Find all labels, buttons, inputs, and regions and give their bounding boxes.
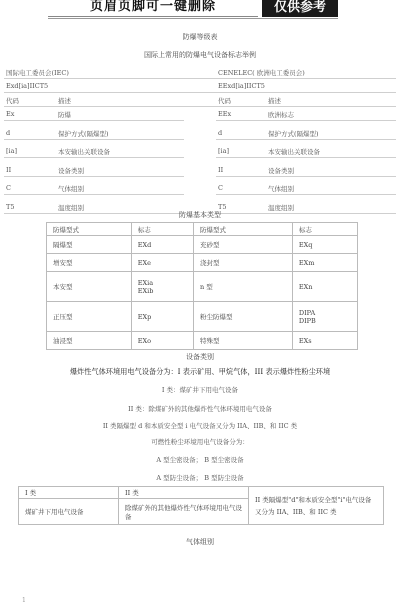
category-table — [18, 486, 384, 525]
table-cell: EXs — [292, 332, 357, 350]
divider — [4, 106, 396, 107]
table-cell: EXd — [131, 236, 193, 254]
code-cell: [ia] — [6, 147, 18, 155]
left-col-desc: 描述 — [58, 97, 71, 105]
category-heading: 设备类别 — [186, 353, 214, 361]
doc-heading: 防爆等级表 — [182, 33, 218, 41]
divider — [216, 157, 396, 158]
table-cell: 除煤矿外的其他爆炸性气体环境用电气设备 — [119, 499, 249, 525]
divider — [4, 194, 184, 195]
table-row — [47, 254, 358, 272]
table-row — [47, 332, 358, 350]
table-cell: II 类隔爆型"d"和本质安全型"i"电气设备又分为 IIA、IIB、和 IIC 类 — [249, 487, 384, 525]
table-header-cell: 标志 — [131, 223, 193, 236]
code-cell: II — [218, 165, 224, 174]
desc-cell: 设备类别 — [268, 166, 294, 175]
category-line1: 爆炸性气体环境用电气设备分为：I 表示矿用、甲烷气体，III 表示爆炸性粉尘环境 — [69, 367, 331, 376]
desc-cell: 保护方式(隔爆型) — [58, 129, 109, 138]
types-table — [46, 222, 358, 350]
table-cell: 浇封型 — [193, 254, 292, 272]
code-cell: C — [218, 184, 223, 192]
desc-cell: 防爆 — [58, 111, 71, 119]
table-cell: 正压型 — [47, 302, 132, 332]
table-cell: 隔爆型 — [47, 236, 132, 254]
category-line3: II 类：除煤矿外的其他爆炸性气体环境用电气设备 — [128, 405, 272, 413]
table-cell: EXq — [292, 236, 357, 254]
desc-cell: 欧洲标志 — [268, 111, 294, 119]
table-cell: EXo — [131, 332, 193, 350]
banner-rule — [48, 18, 338, 19]
page-number: 1 — [22, 597, 26, 604]
left-col-code: 代码 — [6, 97, 19, 105]
table-cell: 粉尘防爆型 — [193, 302, 292, 332]
table-cell: I 类 — [19, 487, 119, 499]
divider — [4, 92, 396, 93]
table-cell: 特殊型 — [193, 332, 292, 350]
divider — [216, 120, 396, 121]
code-cell: II — [6, 165, 12, 174]
desc-cell: 本安输出关联设备 — [58, 148, 110, 156]
category-line4: II 类隔爆型 d 和本质安全型 i 电气设备又分为 IIA、IIB、和 IIC 类 — [102, 422, 298, 430]
category-line7: A 型防尘设备； B 型防尘设备 — [156, 474, 244, 482]
code-cell: d — [218, 128, 223, 137]
table-row — [47, 236, 358, 254]
divider — [216, 176, 396, 177]
table-cell: EXn — [292, 272, 357, 302]
code-cell: C — [6, 184, 11, 192]
desc-cell: 气体组别 — [268, 185, 294, 193]
desc-cell: 设备类别 — [58, 166, 84, 175]
table-header-cell: 标志 — [292, 223, 357, 236]
divider — [4, 78, 396, 79]
category-line2: I 类：煤矿井下用电气设备 — [161, 386, 239, 394]
desc-cell: 本安输出关联设备 — [268, 148, 320, 156]
table-row — [47, 272, 358, 302]
table-cell: EXe — [131, 254, 193, 272]
gas-group-heading: 气体组别 — [186, 538, 214, 546]
table-cell: II 类 — [119, 487, 249, 499]
category-line6: A 型尘密设备； B 型尘密设备 — [156, 456, 244, 464]
table-cell: 充砂型 — [193, 236, 292, 254]
doc-subheading: 国际上常用的防爆电气设备标志举例 — [144, 51, 256, 59]
desc-cell: 保护方式(隔爆型) — [268, 129, 319, 138]
code-cell: EEx — [218, 110, 232, 118]
table-cell: EXia EXib — [131, 272, 193, 302]
desc-cell: 温度组别 — [58, 203, 84, 212]
right-org: CENELEC( 欧洲电工委员会) — [218, 69, 305, 77]
left-org: 国际电工委员会(IEC) — [6, 69, 69, 77]
right-col-desc: 描述 — [268, 97, 281, 105]
code-cell: [ia] — [218, 147, 230, 155]
banner-right-text: 仅供参考 — [262, 0, 338, 17]
table-cell: 本安型 — [47, 272, 132, 302]
header-banner — [48, 0, 338, 17]
right-col-code: 代码 — [218, 97, 231, 105]
table-header-row — [47, 223, 358, 236]
table-cell: 增安型 — [47, 254, 132, 272]
desc-cell: 气体组别 — [58, 185, 84, 193]
right-code: EExd[ia]IICT5 — [218, 82, 265, 90]
types-heading: 防爆基本类型 — [179, 211, 221, 219]
code-cell: d — [6, 128, 11, 137]
table-cell: 油浸型 — [47, 332, 132, 350]
table-row — [19, 487, 384, 499]
table-cell: EXp — [131, 302, 193, 332]
table-header-cell: 防爆型式 — [47, 223, 132, 236]
desc-cell: 温度组别 — [268, 203, 294, 212]
table-cell: n 型 — [193, 272, 292, 302]
divider — [4, 157, 184, 158]
table-cell: DIPA DIPB — [292, 302, 357, 332]
left-code: Exd[ia]IICT5 — [6, 82, 49, 90]
divider — [216, 139, 396, 140]
divider — [4, 176, 184, 177]
divider — [216, 194, 396, 195]
table-header-cell: 防爆型式 — [193, 223, 292, 236]
table-cell: 煤矿井下用电气设备 — [19, 499, 119, 525]
category-line5: 可燃性粉尘环境用电气设备分为： — [151, 438, 249, 446]
divider — [4, 139, 184, 140]
divider — [4, 120, 184, 121]
code-cell: T5 — [6, 202, 15, 211]
code-cell: Ex — [6, 110, 15, 118]
banner-left-text: 页眉页脚可一键删除 — [48, 0, 258, 17]
table-cell: EXm — [292, 254, 357, 272]
code-cell: T5 — [218, 202, 227, 211]
table-row — [47, 302, 358, 332]
